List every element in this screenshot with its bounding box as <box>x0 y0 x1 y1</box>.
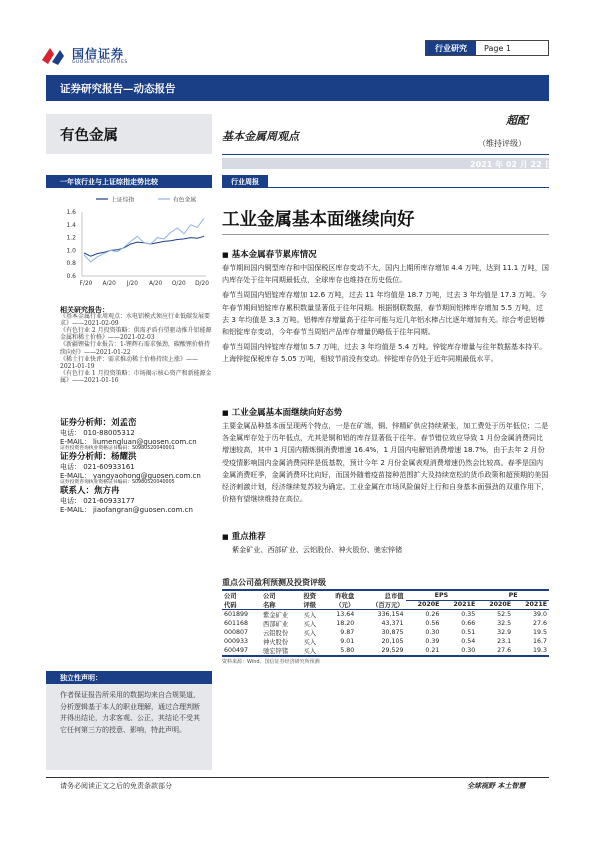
col-header: 2021E <box>513 600 549 610</box>
table-cell: 买入 <box>303 639 317 646</box>
col-header: 评级 <box>301 600 324 610</box>
col-header: 名称 <box>261 600 302 610</box>
report-subtitle: 基本金属周观点 <box>222 130 299 143</box>
table-cell: 18.20 <box>336 620 355 627</box>
paragraph: 主要金属品种基本面呈现两个特点，一是在矿端，铜、锌精矿供应持续紧张，加工费处于历年低位；二是各金属库存处于历年低点，尤其是铜和铝的库存显著低于往年。春节错位效应导致 1 月份金属消费同比增速较高，其中 1 月国内精炼铜消费增速 16.4%，1 月国内电解铝消费增速 18.7%，由于去年 2 月份受疫情影响国内金属消费同样是低基数，预计今年 2 月份金属表观消费增速仍然会比较高。春季是国内金属消费旺季，金属消费环比向好，而国外随着疫苗接种范围扩大及持续宽松的货币政策和超预期的美国经济刺激计划，经济继续复苏较为确定。工业金属在市场风险偏好上行和自身基本面强劲的双重作用下，价格有望继续维持在高位。 <box>222 421 549 504</box>
col-header: 2020E <box>406 600 442 610</box>
related-report[interactable]: 《有色行业 1 月投资策略：市场揭示核心资产和新能源金属》——2021-01-16 <box>60 369 212 384</box>
independence-text: 作者保证报告所采用的数据均来自合规渠道，分析逻辑基于本人的职业理解，通过合理判断并得出结论，力求客观、公正，其结论不受其它任何第三方的授意、影响，特此声明。 <box>60 691 200 734</box>
table-cell: 52.5 <box>497 611 512 618</box>
col-header: 投资 <box>301 590 324 600</box>
table-cell: 紫金矿业 <box>262 612 289 619</box>
col-header: 总市值 <box>356 590 405 600</box>
table-cell: 西部矿业 <box>262 621 289 628</box>
series-line <box>84 236 204 256</box>
x-tick-label: A/20 <box>102 281 116 287</box>
table-cell: 32.9 <box>497 629 512 636</box>
table-cell: 19.5 <box>532 629 547 636</box>
analyst-block <box>60 418 218 452</box>
related-research-heading: 相关研究报告： <box>60 305 109 314</box>
y-tick-label: 1.4 <box>66 221 76 229</box>
table-cell: 336,154 <box>377 611 404 618</box>
table-row <box>222 619 549 628</box>
y-tick-label: 1.6 <box>66 209 76 216</box>
table-cell: 000807 <box>224 629 249 636</box>
report-title: 工业金属基本面继续向好 <box>222 210 415 230</box>
table-cell: 9.01 <box>340 638 355 645</box>
table-cell: 000933 <box>224 638 249 645</box>
related-report[interactable]: 《有色行业 2 月投资策略：供需矛盾有望驱动推升铝能源金属和稀土价格》——2021-02-03 <box>60 327 212 342</box>
performance-chart <box>46 190 212 296</box>
table-cell: 0.30 <box>425 629 440 636</box>
series-line <box>84 218 204 262</box>
table-cell: 27.6 <box>477 646 513 656</box>
table-cell: 0.54 <box>461 638 476 645</box>
logo-text: 国信证券 <box>72 47 125 61</box>
earnings-table <box>222 589 549 657</box>
x-tick-label: A/20 <box>148 281 163 287</box>
x-tick-label: F/20 <box>79 281 93 287</box>
section-fundamentals <box>222 406 549 505</box>
section-heading: ■ 基本金属春节累库情况 <box>222 248 549 260</box>
table-cell: 0.35 <box>461 611 476 618</box>
table-cell: 0.66 <box>461 620 476 627</box>
analyst-name: 证券分析师：刘孟峦 <box>60 418 137 428</box>
analyst-tel: 电话： 021-60933161 <box>60 463 135 471</box>
legend-label: 上证综指 <box>111 197 135 204</box>
table-source: 资料来源：Wind、国信证券经济研究所预测 <box>222 659 320 665</box>
header-divider <box>222 154 549 155</box>
analyst-cert: 证券投资咨询执业资格证书编码：S0980520040005 <box>60 480 175 485</box>
y-tick-label: 0.8 <box>66 260 76 268</box>
section-heading: ■ 重点推荐 <box>222 530 549 542</box>
table-cell: 30,875 <box>381 629 404 636</box>
analyst-tel: 电话： 010-88005312 <box>60 429 135 437</box>
page-number: Page 1 <box>484 43 511 53</box>
contact-email[interactable]: E-MAIL： jiaofangran@guosen.com.cn <box>60 505 193 514</box>
industry-name: 有色金属 <box>46 114 212 154</box>
title-divider <box>222 234 549 235</box>
y-tick-label: 0.6 <box>66 273 76 280</box>
y-tick-label: 1.0 <box>66 247 76 255</box>
footer-disclaimer: 请务必阅读正文之后的免责条款部分 <box>60 782 172 790</box>
col-header: （百万元） <box>356 600 405 610</box>
col-header-pe: PE <box>477 590 549 600</box>
table-row <box>222 646 549 656</box>
table-cell: 神火股份 <box>262 639 289 646</box>
y-tick-label: 1.2 <box>66 234 76 242</box>
table-row <box>222 637 549 646</box>
col-header: 代码 <box>222 600 261 610</box>
table-cell: 29,529 <box>356 646 405 656</box>
analyst-cert: 证券投资咨询执业资格证书编码：S0980520040001 <box>60 446 175 451</box>
analyst-block <box>60 452 218 486</box>
analyst-list <box>60 418 218 514</box>
paragraph: 春节期间国内铜型库存和中国保税区库存变动不大，国内上期所库存增加 4.4 万吨，达到 11.1 万吨，国内库存处于往年同期最低点，全球库存也维持在历史低位。 <box>222 263 549 285</box>
legend-label: 有色金属 <box>173 197 197 204</box>
table-cell: 0.21 <box>406 646 442 656</box>
contact-tel: 电话： 021-60933177 <box>60 497 135 505</box>
paragraph: 春节当周国内铝锭库存增加 12.6 万吨，过去 11 年均值是 18.7 万吨，过去 3 年均值是 17.3 万吨。今年春节期间铝锭库存累积数量显著低于往年同期。根据钢联数据，春节期间铝棒库存增加 5.5 万吨，过去 3 年均值是 3.3 万吨。铝棒库存增量高于往年可能与近几年铝水棒占比逐年增加有关。综合考虑铝棒和铝锭库存变动，今年春节当周铝产品库存增量仍略低于往年同期。 <box>222 290 547 337</box>
related-research <box>60 306 212 384</box>
table-cell: 39.0 <box>532 611 547 618</box>
table-cell: 16.7 <box>532 638 547 645</box>
table-cell: 驰宏锌锗 <box>261 646 302 656</box>
x-tick-label: D/20 <box>195 281 209 287</box>
related-report[interactable]: 《基本金属行业周观点：水电铝模式须应行业低碳发展要求》——2021-02-09 <box>60 313 211 328</box>
section-recommend <box>222 530 549 556</box>
rating-note: （维持评级） <box>478 139 526 148</box>
col-header: 公司 <box>222 590 261 600</box>
analyst-email[interactable]: E-MAIL： yangyaohong@guosen.com.cn <box>60 471 201 480</box>
col-header: 昨收盘 <box>324 590 356 600</box>
col-header-eps: EPS <box>406 590 478 600</box>
rating: 超配 <box>506 114 528 127</box>
section-inventory <box>222 248 549 366</box>
independence-heading: 独立性声明： <box>46 671 212 684</box>
table-row <box>222 610 549 620</box>
table-cell: 600497 <box>222 646 261 656</box>
table-cell: 27.6 <box>532 620 547 627</box>
section-heading: ■ 工业金属基本面继续向好态势 <box>222 406 549 418</box>
table-row <box>222 628 549 637</box>
table-cell: 云铝股份 <box>262 630 289 637</box>
paragraph: 春节当周国内锌锭库存增加 5.7 万吨，过去 3 年均值是 5.4 万吨。锌锭库存增量与往年数据基本持平。上海锌锭保税库存 5.05 万吨，相较节前没有变动。锌锭库存仍处于近年同期最低水平。 <box>222 342 547 364</box>
recommended-stocks: 紫金矿业、西部矿业、云铝股份、神火股份、驰宏锌锗 <box>232 545 403 554</box>
report-tag <box>425 40 549 56</box>
col-header: （元） <box>324 600 356 610</box>
table-cell: 23.1 <box>497 638 512 645</box>
table-cell: 19.3 <box>513 646 549 656</box>
table-title: 重点公司盈利预测及投资评级 <box>222 578 326 587</box>
chart-heading: 一年该行业与上证综指走势比较 <box>46 175 212 188</box>
section-tag: 行业周报 <box>222 175 268 188</box>
col-header: 公司 <box>261 590 302 600</box>
table-header-row <box>222 600 549 610</box>
table-cell: 32.5 <box>497 620 512 627</box>
report-date: 2021 年 02 月 22 日 <box>470 160 553 169</box>
table-cell: 20,105 <box>381 638 404 645</box>
table-cell: 买入 <box>301 646 324 656</box>
table-cell: 9.87 <box>340 629 355 636</box>
table-cell: 0.39 <box>425 638 440 645</box>
table-cell: 买入 <box>303 630 317 637</box>
logo-icon <box>40 44 66 66</box>
section-tag-line <box>268 187 549 188</box>
table-cell: 13.64 <box>336 611 355 618</box>
table-cell: 0.51 <box>461 629 476 636</box>
table-header-row <box>222 590 549 600</box>
related-report[interactable]: 《新疆锂盐行业报告：1-锂辉石需求强劲，碳酸锂价格持续向好》——2021-01-22 <box>60 341 210 356</box>
table-cell: 买入 <box>303 621 317 628</box>
table-cell: 0.56 <box>425 620 440 627</box>
col-header: 2021E <box>441 600 477 610</box>
col-header: 2020E <box>477 600 513 610</box>
footer-divider <box>46 777 549 778</box>
analyst-block <box>60 486 218 514</box>
x-tick-label: J/20 <box>126 281 138 287</box>
footer-slogan: 全球视野 本土智慧 <box>467 781 526 790</box>
contact-name: 联系人：焦方冉 <box>60 486 120 496</box>
report-type-label: 行业研究 <box>426 41 476 55</box>
table-cell: 43,371 <box>381 620 404 627</box>
x-tick-label: O/20 <box>171 281 186 287</box>
table-cell: 0.26 <box>425 611 440 618</box>
table-cell: 601899 <box>224 611 249 618</box>
table-cell: 0.30 <box>441 646 477 656</box>
table-cell: 601168 <box>224 620 249 627</box>
analyst-email[interactable]: E-MAIL： liumengluan@guosen.com.cn <box>60 437 197 446</box>
table-cell: 买入 <box>303 612 317 619</box>
table-cell: 5.80 <box>324 646 356 656</box>
logo-subtext: GUOSEN SECURITIES <box>72 60 128 65</box>
analyst-name: 证券分析师：杨耀洪 <box>60 452 137 462</box>
related-report[interactable]: 《稀土行业快评：需求推动稀土价格持续上涨》——2021-01-19 <box>60 355 199 370</box>
report-category-band: 证券研究报告—动态报告 <box>46 75 549 101</box>
